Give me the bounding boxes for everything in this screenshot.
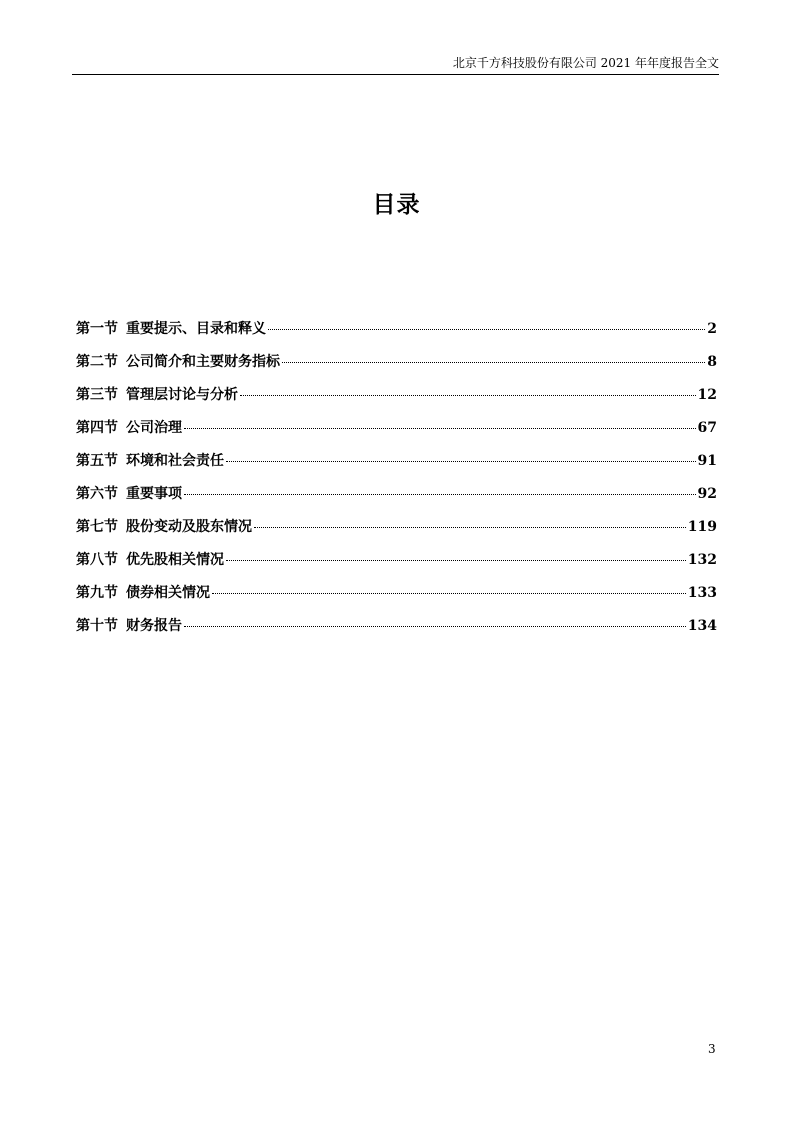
toc-dot-leader — [184, 428, 696, 429]
toc-page-number: 92 — [697, 486, 717, 502]
toc-dot-leader — [268, 329, 705, 330]
header-title: 北京千方科技股份有限公司 2021 年年度报告全文 — [452, 56, 719, 70]
footer-page-number: 3 — [708, 1042, 716, 1056]
page-title: 目录 — [372, 191, 421, 218]
toc-section-title: 公司简介和主要财务指标 — [126, 354, 280, 370]
toc-section-title: 债券相关情况 — [126, 585, 210, 601]
toc-page-number: 12 — [697, 387, 717, 403]
toc-page-number: 2 — [707, 321, 717, 337]
toc-section-title: 重要提示、目录和释义 — [126, 321, 266, 337]
toc-entry[interactable] — [76, 384, 717, 417]
toc-section-number: 第五节 — [76, 453, 118, 469]
toc-page-number: 119 — [687, 519, 717, 535]
toc-page-number: 67 — [697, 420, 717, 436]
toc-section-title: 重要事项 — [126, 486, 182, 502]
toc-dot-leader — [240, 395, 696, 396]
toc-section-title: 公司治理 — [126, 420, 182, 436]
toc-entry[interactable] — [76, 615, 717, 648]
toc-section-number: 第七节 — [76, 519, 118, 535]
toc-section-title: 股份变动及股东情况 — [126, 519, 252, 535]
toc-page-number: 134 — [687, 618, 717, 634]
toc-section-number: 第十节 — [76, 618, 118, 634]
toc-entry[interactable] — [76, 417, 717, 450]
toc-dot-leader — [226, 461, 696, 462]
toc-section-number: 第一节 — [76, 321, 118, 337]
table-of-contents — [76, 318, 717, 648]
toc-page-number: 133 — [687, 585, 717, 601]
toc-dot-leader — [184, 626, 686, 627]
toc-dot-leader — [184, 494, 696, 495]
toc-section-title: 优先股相关情况 — [126, 552, 224, 568]
toc-section-number: 第三节 — [76, 387, 118, 403]
toc-section-title: 财务报告 — [126, 618, 182, 634]
toc-section-number: 第四节 — [76, 420, 118, 436]
toc-section-number: 第八节 — [76, 552, 118, 568]
toc-page-number: 91 — [697, 453, 717, 469]
toc-section-title: 环境和社会责任 — [126, 453, 224, 469]
toc-section-title: 管理层讨论与分析 — [126, 387, 238, 403]
toc-dot-leader — [282, 362, 705, 363]
toc-section-number: 第二节 — [76, 354, 118, 370]
toc-dot-leader — [212, 593, 686, 594]
toc-section-number: 第六节 — [76, 486, 118, 502]
toc-dot-leader — [226, 560, 686, 561]
toc-entry[interactable] — [76, 318, 717, 351]
toc-entry[interactable] — [76, 516, 717, 549]
toc-page-number: 8 — [707, 354, 717, 370]
toc-entry[interactable] — [76, 549, 717, 582]
toc-dot-leader — [254, 527, 686, 528]
toc-entry[interactable] — [76, 483, 717, 516]
toc-entry[interactable] — [76, 450, 717, 483]
toc-section-number: 第九节 — [76, 585, 118, 601]
toc-page-number: 132 — [687, 552, 717, 568]
toc-entry[interactable] — [76, 582, 717, 615]
page-header — [72, 52, 719, 75]
toc-entry[interactable] — [76, 351, 717, 384]
